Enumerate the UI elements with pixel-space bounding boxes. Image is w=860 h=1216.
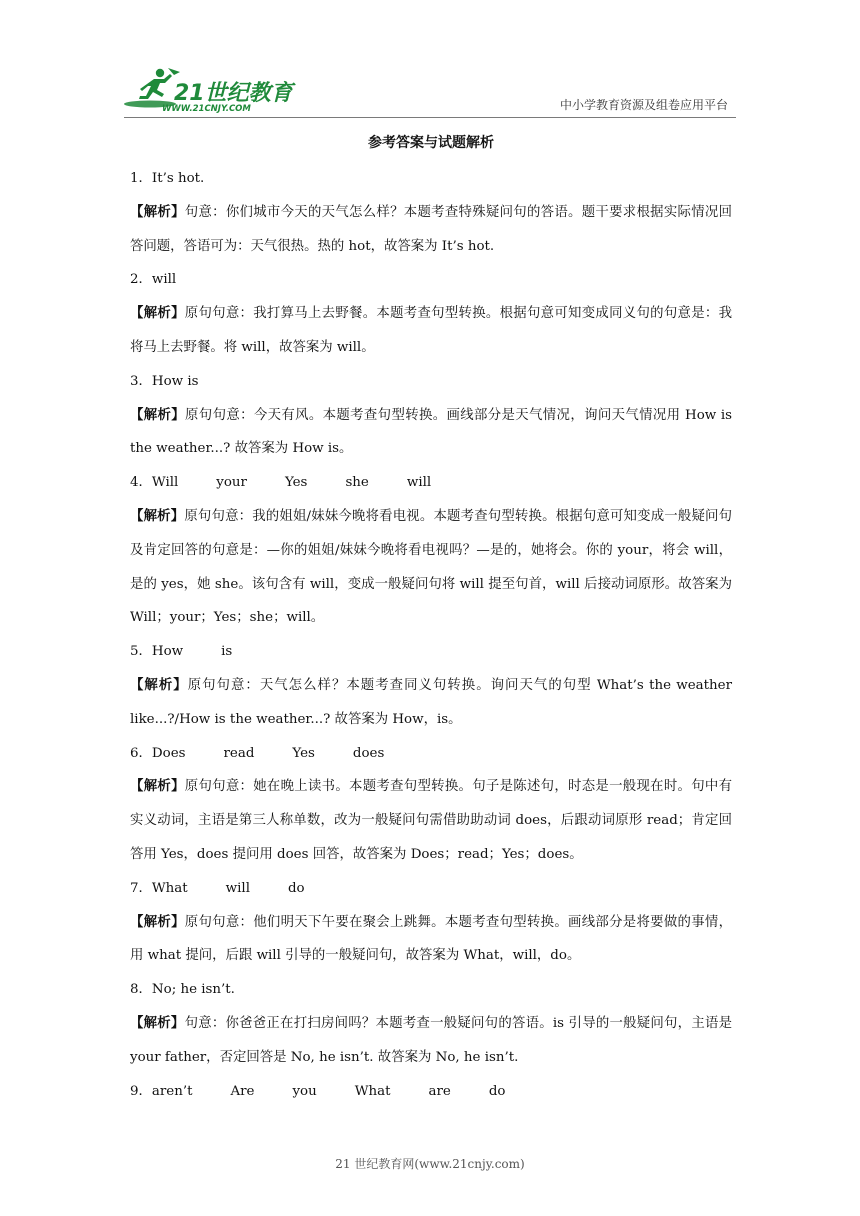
answer-line xyxy=(130,162,732,196)
answer-word: is xyxy=(221,644,233,660)
answer-word: read xyxy=(223,745,255,761)
page-header xyxy=(0,0,860,118)
answer-word: 7．What xyxy=(130,880,188,896)
answer-word: 9．aren’t xyxy=(130,1083,193,1099)
platform-tagline: 中小学教育资源及组卷应用平台 xyxy=(559,98,728,112)
analysis-paragraph: 【解析】句意：你爸爸正在打扫房间吗？本题考查一般疑问句的答语。is 引导的一般疑问句，主语是 your father，否定回答是 No, he isn’t. 故答案为 No, he isn’t. xyxy=(130,1015,732,1065)
answer-word: do xyxy=(287,880,305,896)
document-body xyxy=(130,128,732,1108)
answer-list xyxy=(130,162,732,1108)
answer-line xyxy=(130,872,732,906)
answer-word: Are xyxy=(230,1083,255,1099)
answer-word: she xyxy=(345,475,369,491)
answer-word: 1．It’s hot. xyxy=(130,171,205,186)
answer-word: What xyxy=(354,1083,391,1099)
logo-text: 21世纪教育 xyxy=(174,81,293,106)
answer-word: 6．Does xyxy=(130,745,186,761)
answer-word: do xyxy=(488,1083,506,1099)
answer-word: 5．How xyxy=(130,644,184,660)
answer-word: will xyxy=(225,880,250,896)
analysis-paragraph: 【解析】原句句意：天气怎么样？本题考查同义句转换。询问天气的句型 What’s the weather like...?/How is the weather...? 故答案为 How，is。 xyxy=(130,677,732,727)
document-title: 参考答案与试题解析 xyxy=(368,135,494,151)
answer-word: will xyxy=(406,475,432,491)
answer-line xyxy=(130,263,732,297)
site-logo xyxy=(124,66,293,118)
answer-word: 8．No; he isn’t. xyxy=(130,982,235,998)
analysis-paragraph: 【解析】原句句意：我的姐姐/妹妹今晚将看电视。本题考查句型转换。根据句意可知变成一般疑问句及肯定回答的句意是：—你的姐姐/妹妹今晚将看电视吗？—是的，她将会。你的 your，将会 will，是的 yes，她 she。该句含有 will，变成一般疑问句将 will 提至句首，will 后接动词原形。故答案为 Will；your；Yes；she；will。 xyxy=(130,508,733,626)
answer-word: Yes xyxy=(284,475,308,491)
analysis-tag: 【解析】 xyxy=(130,407,186,423)
analysis-paragraph: 【解析】原句句意：今天有风。本题考查句型转换。画线部分是天气情况，询问天气情况用 How is the weather...? 故答案为 How is。 xyxy=(130,407,732,457)
answer-word: are xyxy=(428,1083,451,1099)
analysis-tag: 【解析】 xyxy=(130,677,188,693)
answer-line xyxy=(130,365,732,399)
analysis-tag: 【解析】 xyxy=(130,914,185,930)
answer-word: 2．will xyxy=(130,272,177,288)
analysis-tag: 【解析】 xyxy=(130,306,185,322)
logo-url: WWW.21CNJY.COM xyxy=(162,104,251,114)
answer-line xyxy=(130,737,732,771)
answer-word: does xyxy=(352,745,385,761)
answer-word: 3．How is xyxy=(130,373,199,389)
answer-line xyxy=(130,973,732,1007)
analysis-tag: 【解析】 xyxy=(130,1015,185,1031)
answer-word: you xyxy=(292,1083,317,1099)
analysis-tag: 【解析】 xyxy=(130,204,185,220)
analysis-paragraph: 【解析】原句句意：我打算马上去野餐。本题考查句型转换。根据句意可知变成同义句的句意是：我将马上去野餐。将 will，故答案为 will。 xyxy=(130,306,733,355)
answer-line xyxy=(130,1075,732,1109)
page-footer: 21 世纪教育网(www.21cnjy.com) xyxy=(335,1157,525,1171)
answer-line xyxy=(130,635,732,669)
analysis-tag: 【解析】 xyxy=(130,508,185,524)
answer-word: 4．Will xyxy=(130,475,179,491)
analysis-paragraph: 【解析】原句句意：她在晚上读书。本题考查句型转换。句子是陈述句，时态是一般现在时。句中有实义动词，主语是第三人称单数，改为一般疑问句需借助助动词 does，后跟动词原形 read；肯定回答用 Yes，does 提问用 does 回答，故答案为 Does；read；Yes；does。 xyxy=(130,779,733,862)
answer-line xyxy=(130,466,732,500)
answer-word: Yes xyxy=(292,745,315,761)
analysis-tag: 【解析】 xyxy=(130,779,185,795)
answer-word: your xyxy=(216,475,247,491)
header-divider xyxy=(124,117,736,118)
analysis-paragraph: 【解析】原句句意：他们明天下午要在聚会上跳舞。本题考查句型转换。画线部分是将要做的事情，用 what 提问，后跟 will 引导的一般疑问句，故答案为 What，will，do。 xyxy=(130,914,733,964)
analysis-paragraph: 【解析】句意：你们城市今天的天气怎么样？本题考查特殊疑问句的答语。题干要求根据实际情况回答问题，答语可为：天气很热。热的 hot，故答案为 It’s hot. xyxy=(130,204,733,254)
